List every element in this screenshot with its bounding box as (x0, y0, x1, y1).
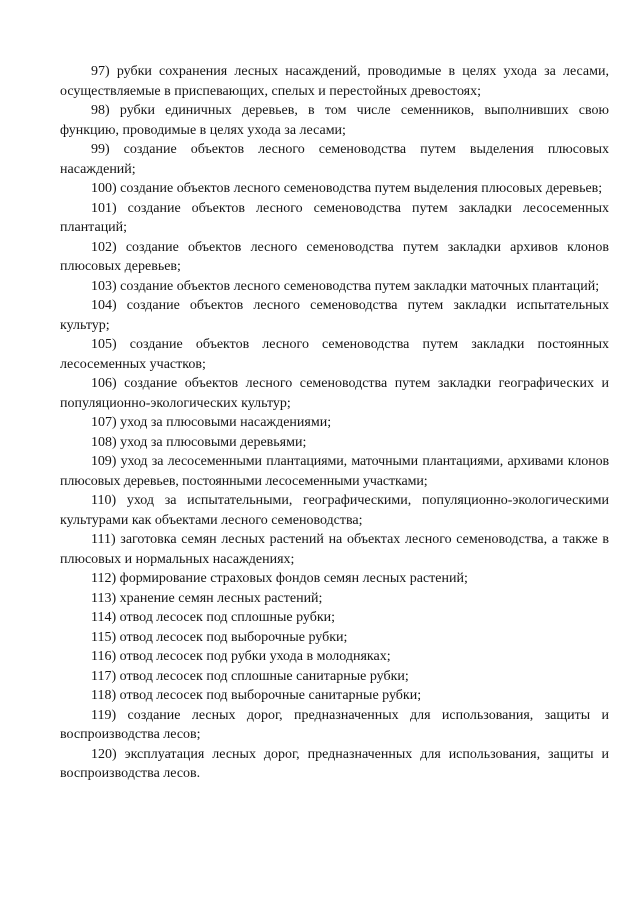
list-item-112: 112) формирование страховых фондов семян лесных растений; (91, 571, 468, 586)
list-item-102: 102) создание объектов лесного семеноводства путем закладки архивов клонов плюсовых деревьев; (60, 239, 609, 274)
list-item-111: 111) заготовка семян лесных растений на объектах лесного семеноводства, а также в плюсовых и нормальных насаждениях; (60, 532, 609, 567)
list-item-107: 107) уход за плюсовыми насаждениями; (91, 415, 332, 430)
list-item-114: 114) отвод лесосек под сплошные рубки; (91, 610, 336, 625)
list-item-120: 120) эксплуатация лесных дорог, предназначенных для использования, защиты и воспроизводства лесов. (60, 746, 609, 781)
list-item-97: 97) рубки сохранения лесных насаждений, проводимые в целях ухода за лесами, осуществляемые в приспевающих, спелых и перестойных древостоях; (60, 64, 609, 99)
list-item-118: 118) отвод лесосек под выборочные санитарные рубки; (91, 688, 422, 703)
list-item-100: 100) создание объектов лесного семеноводства путем выделения плюсовых деревьев; (91, 181, 603, 196)
list-item-101: 101) создание объектов лесного семеноводства путем закладки лесосеменных плантаций; (60, 200, 609, 235)
list-item-116: 116) отвод лесосек под рубки ухода в молодняках; (91, 649, 391, 664)
list-item-109: 109) уход за лесосеменными плантациями, маточными плантациями, архивами клонов плюсовых деревьев, постоянными лесосеменными участками; (60, 454, 609, 489)
list-item-108: 108) уход за плюсовыми деревьями; (91, 434, 307, 450)
list-item-106: 106) создание объектов лесного семеноводства путем закладки географических и популяционно-экологических культур; (60, 376, 609, 411)
list-item-103: 103) создание объектов лесного семеноводства путем закладки маточных плантаций; (91, 278, 600, 294)
list-item-104: 104) создание объектов лесного семеноводства путем закладки испытательных культур; (60, 298, 609, 333)
list-item-119: 119) создание лесных дорог, предназначенных для использования, защиты и воспроизводства лесов; (60, 707, 609, 742)
list-item-115: 115) отвод лесосек под выборочные рубки; (91, 629, 348, 645)
list-item-117: 117) отвод лесосек под сплошные санитарные рубки; (91, 668, 409, 684)
document-page (60, 62, 609, 784)
list-item-99: 99) создание объектов лесного семеноводства путем выделения плюсовых насаждений; (60, 142, 609, 177)
list-item-98: 98) рубки единичных деревьев, в том числе семенников, выполнивших свою функцию, проводимые в целях ухода за лесами; (60, 103, 609, 138)
list-item-105: 105) создание объектов лесного семеноводства путем закладки постоянных лесосеменных участков; (60, 337, 609, 372)
list-item-113: 113) хранение семян лесных растений; (91, 590, 323, 606)
list-item-110: 110) уход за испытательными, географическими, популяционно-экологическими культурами как объектами лесного семеноводства; (60, 493, 609, 528)
